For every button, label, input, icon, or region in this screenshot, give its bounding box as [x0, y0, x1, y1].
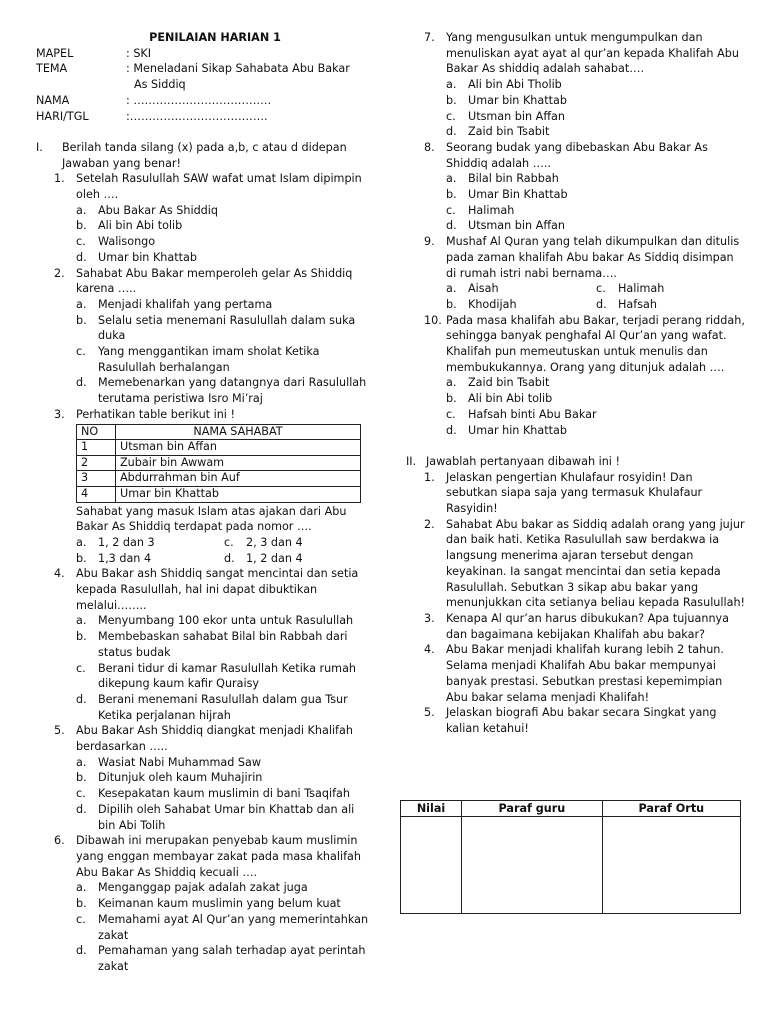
question-list — [36, 171, 372, 974]
question-1 — [54, 171, 372, 265]
field-value: As Siddiq — [134, 78, 186, 92]
question-2 — [54, 266, 372, 407]
question-text: Yang mengusulkan untuk mengumpulkan dan menuliskan ayat ayat al qur’an kepada Khalifah Abu Bakar As shiddiq adalah sahabat…. — [446, 31, 739, 76]
option-a[interactable] — [446, 77, 746, 93]
option-text: Keimanan kaum muslimin yang belum kuat — [98, 897, 341, 911]
question-10 — [424, 313, 746, 439]
paraf-guru-cell[interactable] — [462, 817, 603, 914]
option-text: Ali bin Abi tolib — [98, 219, 183, 233]
question-3 — [54, 407, 372, 566]
option-letter: c. — [446, 407, 456, 421]
question-number: 8. — [424, 140, 435, 154]
option-c[interactable] — [596, 281, 746, 297]
option-d[interactable] — [76, 250, 372, 266]
question-8 — [424, 140, 746, 234]
table-cell: Umar bin Khattab — [116, 486, 361, 502]
column-header: NO — [77, 424, 116, 440]
option-letter: c. — [446, 109, 456, 123]
option-letter: d. — [76, 250, 87, 264]
question-number: 4. — [54, 567, 65, 581]
score-entry-row — [401, 817, 741, 914]
option-text: Abu Bakar As Shiddiq — [98, 203, 218, 217]
question-4 — [54, 566, 372, 723]
question-number: 1. — [424, 470, 435, 484]
option-b[interactable] — [76, 770, 372, 786]
table-row — [77, 471, 361, 487]
field-label: HARI/TGL — [36, 109, 89, 123]
option-b[interactable] — [446, 187, 746, 203]
option-b[interactable] — [76, 629, 372, 660]
sahabat-table — [76, 424, 361, 503]
option-a[interactable] — [446, 171, 746, 187]
score-header-row — [401, 801, 741, 817]
option-a[interactable] — [446, 281, 596, 297]
option-text: Menganggap pajak adalah zakat juga — [98, 881, 308, 895]
option-text: Umar hin Khattab — [468, 423, 567, 437]
option-letter: a. — [76, 203, 87, 217]
option-text: Hafsah — [618, 297, 657, 311]
essay-question-1 — [424, 470, 746, 517]
question-text: Setelah Rasulullah SAW wafat umat Islam dipimpin oleh …. — [76, 172, 362, 202]
column-header-paraf-ortu: Paraf Ortu — [602, 801, 740, 817]
column-header-paraf-guru: Paraf guru — [462, 801, 603, 817]
option-letter: b. — [446, 188, 457, 202]
question-text: Pada masa khalifah abu Bakar, terjadi perang riddah, sehingga banyak penghafal Al Qur’an yang wafat. Khalifah pun memeutuskan untuk menulis dan membukukannya. Orang yang ditunjuk adalah …. — [446, 313, 745, 374]
question-number: 10. — [424, 313, 442, 327]
field-hari-tgl — [36, 109, 372, 125]
option-letter: a. — [76, 614, 87, 628]
option-a[interactable] — [446, 375, 746, 391]
essay-question-5 — [424, 705, 746, 736]
option-text: Membebaskan sahabat Bilal bin Rabbah dari status budak — [98, 630, 348, 659]
option-text: Umar bin Khattab — [98, 250, 197, 264]
option-letter: d. — [446, 219, 457, 233]
option-text: Wasiat Nabi Muhammad Saw — [98, 755, 262, 769]
table-cell: 3 — [77, 471, 116, 487]
option-c[interactable] — [224, 535, 372, 551]
field-label: TEMA — [36, 62, 68, 76]
question-text: Kenapa Al qur’an harus dibukukan? Apa tujuannya dan bagaimana kebijakan Khalifah abu bakar? — [446, 612, 730, 641]
option-letter: b. — [446, 392, 457, 406]
question-number: 9. — [424, 235, 435, 249]
question-followup-text: Sahabat yang masuk Islam atas ajakan dari Abu Bakar As Shiddiq terdapat pada nomor …. — [76, 504, 347, 534]
option-letter: c. — [596, 282, 606, 296]
question-text: Abu Bakar ash Shiddiq sangat mencintai dan setia kepada Rasulullah, hal ini dapat dibuktikan melalui…….. — [76, 567, 359, 612]
question-text: Jelaskan pengertian Khulafaur rosyidin! Dan sebutkan siapa saja yang termasuk Khulafaur Rasyidin! — [446, 470, 703, 516]
option-d[interactable] — [76, 692, 372, 723]
section-number: II. — [406, 454, 417, 468]
option-letter: b. — [76, 551, 87, 565]
essay-question-2 — [424, 517, 746, 611]
option-text: Hafsah binti Abu Bakar — [468, 407, 597, 421]
section-1-heading — [36, 140, 372, 171]
field-tema — [36, 61, 372, 77]
option-d[interactable] — [224, 551, 372, 567]
option-b[interactable] — [446, 391, 746, 407]
question-text: Seorang budak yang dibebaskan Abu Bakar As Shiddiq adalah ….. — [446, 140, 708, 170]
option-letter: b. — [446, 297, 457, 311]
field-value: : ………………………………. — [126, 93, 272, 107]
question-number: 1. — [54, 172, 65, 186]
option-text: 1,3 dan 4 — [98, 551, 152, 565]
option-letter: c. — [76, 787, 86, 801]
option-c[interactable] — [446, 407, 746, 423]
paraf-ortu-cell[interactable] — [602, 817, 740, 914]
option-text: Selalu setia menemani Rasulullah dalam suka duka — [98, 313, 356, 343]
section-instruction: Jawablah pertanyaan dibawah ini ! — [426, 454, 620, 468]
option-text: Menjadi khalifah yang pertama — [98, 297, 273, 311]
option-text: Memebenarkan yang datangnya dari Rasulullah terutama peristiwa Isro Mi’raj — [98, 376, 367, 406]
option-letter: c. — [446, 203, 456, 217]
header-fields — [36, 46, 372, 125]
question-number: 7. — [424, 31, 435, 44]
field-mapel — [36, 46, 372, 62]
nilai-cell[interactable] — [401, 817, 462, 914]
option-text: Ditunjuk oleh kaum Muhajirin — [98, 771, 263, 785]
option-letter: c. — [76, 912, 86, 926]
question-number: 3. — [54, 407, 65, 421]
question-5 — [54, 723, 372, 833]
option-text: Kesepakatan kaum muslimin di bani Tsaqifah — [98, 787, 350, 801]
right-column — [406, 30, 746, 737]
question-text: Sahabat Abu Bakar memperoleh gelar As Shiddiq karena ….. — [76, 266, 353, 296]
option-letter: d. — [224, 551, 235, 565]
option-letter: c. — [224, 535, 234, 549]
option-c[interactable] — [446, 109, 746, 125]
option-text: Utsman bin Affan — [468, 219, 565, 233]
option-c[interactable] — [76, 344, 372, 375]
option-letter: a. — [76, 297, 87, 311]
option-text: Umar Bin Khattab — [468, 188, 568, 202]
table-cell: Abdurrahman bin Auf — [116, 471, 361, 487]
question-number: 3. — [424, 612, 435, 625]
option-d[interactable] — [76, 802, 372, 833]
table-row — [77, 455, 361, 471]
table-row — [77, 486, 361, 502]
option-text: Utsman bin Affan — [468, 109, 565, 123]
question-text: Perhatikan table berikut ini ! — [76, 407, 235, 421]
field-tema-continued — [36, 77, 372, 93]
option-text: Khodijah — [468, 297, 517, 311]
table-cell: 2 — [77, 455, 116, 471]
option-text: Walisongo — [98, 235, 156, 249]
table-cell: Utsman bin Affan — [116, 440, 361, 456]
option-b[interactable] — [76, 896, 372, 912]
essay-question-list — [406, 470, 746, 737]
question-text: Dibawah ini merupakan penyebab kaum muslimin yang enggan membayar zakat pada masa khalifah Abu Bakar As Shiddiq kecuali …. — [76, 834, 361, 879]
table-cell: Zubair bin Awwam — [116, 455, 361, 471]
option-letter: d. — [76, 944, 87, 958]
question-number: 2. — [424, 517, 435, 531]
essay-question-4 — [424, 642, 746, 705]
option-text: Bilal bin Rabbah — [468, 172, 559, 186]
option-letter: d. — [446, 423, 457, 437]
option-text: Berani menemani Rasulullah dalam gua Tsur Ketika perjalanan hijrah — [98, 692, 348, 722]
question-7 — [424, 30, 746, 140]
option-b[interactable] — [76, 313, 372, 344]
option-b[interactable] — [446, 93, 746, 109]
table-row — [77, 440, 361, 456]
question-6 — [54, 833, 372, 974]
option-letter: a. — [76, 881, 87, 895]
option-text: 1, 2 dan 3 — [98, 535, 155, 549]
option-letter: b. — [76, 219, 87, 233]
section-instruction: Berilah tanda silang (x) pada a,b, c atau d didepan Jawaban yang benar! — [62, 140, 347, 170]
option-letter: a. — [76, 535, 87, 549]
option-letter: a. — [446, 376, 457, 390]
option-letter: b. — [446, 93, 457, 107]
column-header-nilai: Nilai — [401, 801, 462, 817]
option-letter: a. — [446, 282, 457, 296]
field-value: : SKI — [126, 46, 152, 60]
field-nama — [36, 93, 372, 109]
table-header-row — [77, 424, 361, 440]
option-text: Umar bin Khattab — [468, 93, 567, 107]
essay-question-3 — [424, 611, 746, 642]
option-text: Memahami ayat Al Qur’an yang memerintahkan zakat — [98, 912, 369, 942]
question-text: Mushaf Al Quran yang telah dikumpulkan dan ditulis pada zaman khalifah Abu bakar As Siddiq disimpan di rumah istri nabi bernama…. — [446, 235, 740, 280]
option-a[interactable] — [76, 297, 372, 313]
option-b[interactable] — [76, 218, 372, 234]
field-value: :………………………………. — [126, 109, 268, 123]
option-row — [76, 535, 372, 551]
question-number: 2. — [54, 266, 65, 280]
option-d[interactable] — [76, 375, 372, 406]
question-number: 6. — [54, 834, 65, 848]
option-text: Aisah — [468, 282, 499, 296]
option-d[interactable] — [446, 124, 746, 140]
question-text: Abu Bakar menjadi khalifah kurang lebih 2 tahun. Selama menjadi Khalifah Abu bakar mempunyai banyak prestasi. Sebutkan prestasi kepemimpian Abu bakar selama menjadi Khalifah! — [446, 643, 724, 704]
page-title: PENILAIAN HARIAN 1 — [149, 31, 281, 44]
option-letter: d. — [76, 692, 87, 706]
option-text: Halimah — [618, 282, 665, 296]
option-row — [76, 551, 372, 567]
option-letter: b. — [76, 313, 87, 327]
option-text: 2, 3 dan 4 — [246, 535, 303, 549]
option-c[interactable] — [76, 234, 372, 250]
question-number: 4. — [424, 643, 435, 657]
option-letter: d. — [446, 125, 457, 139]
section-2-heading — [406, 454, 746, 470]
table-cell: 4 — [77, 486, 116, 502]
field-label: MAPEL — [36, 46, 74, 60]
option-c[interactable] — [76, 661, 372, 692]
option-text: Halimah — [468, 203, 515, 217]
option-text: Pemahaman yang salah terhadap ayat perintah zakat — [98, 944, 366, 973]
table-cell: 1 — [77, 440, 116, 456]
option-text: Ali bin Abi Tholib — [468, 78, 562, 92]
option-letter: b. — [76, 897, 87, 911]
option-c[interactable] — [446, 203, 746, 219]
option-letter: c. — [76, 661, 86, 675]
option-a[interactable] — [76, 880, 372, 896]
option-d[interactable] — [446, 423, 746, 439]
option-text: 1, 2 dan 4 — [246, 551, 303, 565]
option-letter: a. — [446, 78, 457, 92]
option-d[interactable] — [596, 297, 746, 313]
option-text: Zaid bin Tsabit — [468, 125, 550, 139]
option-text: Menyumbang 100 ekor unta untuk Rasulullah — [98, 614, 354, 628]
option-letter: c. — [76, 345, 86, 359]
option-letter: a. — [76, 755, 87, 769]
left-column — [36, 30, 372, 975]
option-text: Berani tidur di kamar Rasulullah Ketika rumah dikepung kaum kafir Quraisy — [98, 661, 357, 691]
option-letter: b. — [76, 630, 87, 644]
question-list — [406, 30, 746, 438]
option-a[interactable] — [76, 535, 224, 551]
question-9 — [424, 234, 746, 313]
question-text: Sahabat Abu bakar as Siddiq adalah orang yang jujur dan baik hati. Ketika Rasulullah saw berdakwa ia langsung menerima ajaran tersebut dengan keyakinan. Ia sangat mencintai dan setia kepada Rasulullah. Sebutkan 3 sikap abu bakar yang menunjukkan cita setianya beliau kepada Rasulullah! — [446, 517, 746, 610]
option-a[interactable] — [76, 613, 372, 629]
option-text: Ali bin Abi tolib — [468, 392, 553, 406]
section-number: I. — [36, 140, 43, 154]
option-row — [446, 281, 746, 297]
option-letter: d. — [76, 376, 87, 390]
option-b[interactable] — [446, 297, 596, 313]
field-label: NAMA — [36, 93, 70, 107]
option-text: Dipilih oleh Sahabat Umar bin Khattab dan ali bin Abi Tolih — [98, 802, 355, 832]
question-number: 5. — [54, 724, 65, 738]
option-text: Yang menggantikan imam sholat Ketika Rasulullah berhalangan — [98, 345, 320, 374]
option-letter: a. — [446, 172, 457, 186]
option-a[interactable] — [76, 755, 372, 771]
option-letter: d. — [596, 297, 607, 311]
option-row — [446, 297, 746, 313]
field-value: : Meneladani Sikap Sahabata Abu Bakar — [126, 62, 350, 76]
question-text: Abu Bakar Ash Shiddiq diangkat menjadi Khalifah berdasarkan ….. — [76, 724, 353, 754]
option-letter: c. — [76, 235, 86, 249]
option-a[interactable] — [76, 203, 372, 219]
option-c[interactable] — [76, 786, 372, 802]
column-header: NAMA SAHABAT — [116, 424, 361, 440]
option-d[interactable] — [76, 943, 372, 974]
option-letter: d. — [76, 802, 87, 816]
question-number: 5. — [424, 706, 435, 720]
option-text: Zaid bin Tsabit — [468, 376, 550, 390]
score-table — [400, 800, 741, 914]
option-d[interactable] — [446, 218, 746, 234]
option-b[interactable] — [76, 551, 224, 567]
option-letter: b. — [76, 771, 87, 785]
question-text: Jelaskan biografi Abu bakar secara Singkat yang kalian ketahui! — [446, 706, 717, 735]
option-c[interactable] — [76, 912, 372, 943]
